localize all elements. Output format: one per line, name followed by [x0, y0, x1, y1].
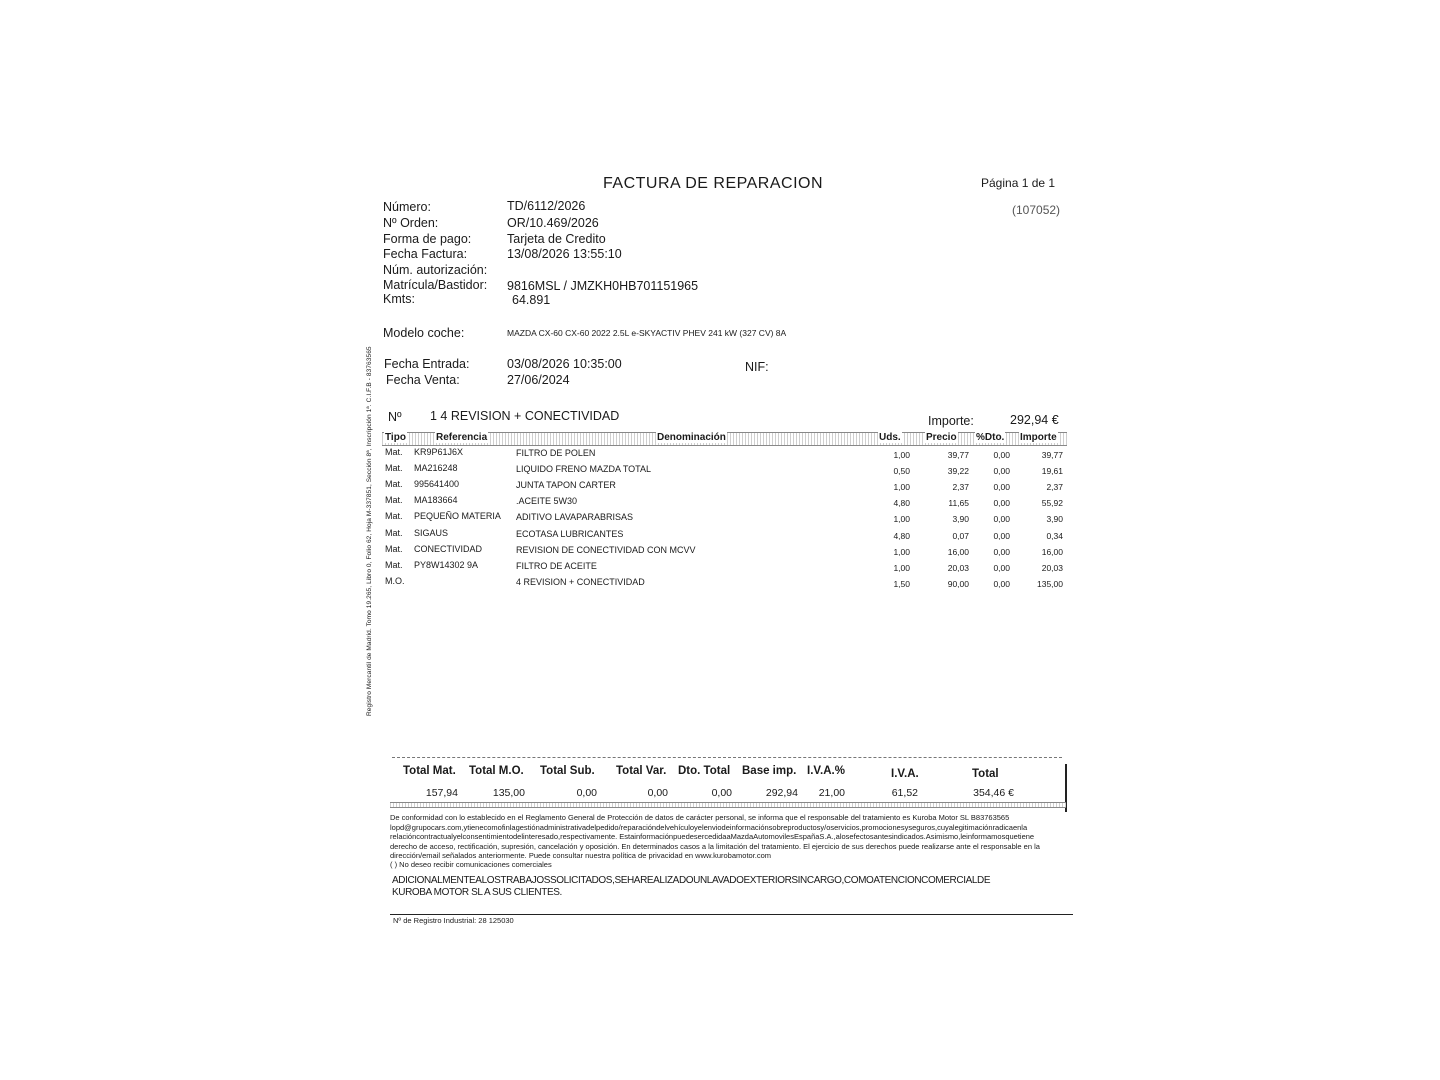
- table-cell-amount: 55,92: [1041, 498, 1063, 508]
- totals-value: 0,00: [576, 787, 597, 799]
- table-cell-type: Mat.: [385, 528, 403, 538]
- table-cell-price: 2,37: [952, 482, 969, 492]
- table-cell-description: LIQUIDO FRENO MAZDA TOTAL: [516, 464, 652, 474]
- industrial-registry: Nº de Registro Industrial: 28 125030: [393, 916, 514, 925]
- totals-value: 21,00: [818, 787, 845, 799]
- table-cell-description: 4 REVISION + CONECTIVIDAD: [516, 577, 645, 587]
- table-cell-reference: PEQUEÑO MATERIA: [414, 511, 501, 521]
- table-cell-discount: 0,00: [993, 579, 1010, 589]
- field-label: Número:: [383, 200, 431, 214]
- column-header: Denominación: [657, 432, 726, 443]
- table-cell-units: 4,80: [893, 531, 910, 541]
- table-cell-price: 39,22: [947, 466, 969, 476]
- table-cell-price: 11,65: [948, 498, 969, 508]
- legal-line: dirección/email señalados anteriormente. Puede consultar nuestra política de privacidad en www.kurobamotor.com: [390, 851, 772, 861]
- table-cell-type: Mat.: [385, 479, 403, 489]
- column-header: Referencia: [436, 432, 488, 443]
- totals-header: Total Mat.: [403, 765, 456, 777]
- table-cell-type: Mat.: [385, 447, 403, 457]
- totals-header: Total Sub.: [540, 765, 595, 777]
- reference-code: (107052): [1012, 203, 1061, 217]
- field-label: Forma de pago:: [383, 232, 472, 246]
- table-cell-amount: 39,77: [1041, 450, 1063, 460]
- field-label: Kmts:: [383, 292, 415, 306]
- table-cell-description: .ACEITE 5W30: [516, 496, 578, 506]
- legal-line: derecho de acceso, rectificación, supresión, cancelación y oposición. En determinados casos a la limitación del tratamiento. El ejercicio de sus derechos puede realizarse ante el responsable en la: [390, 841, 1040, 851]
- table-cell-units: 1,00: [893, 547, 910, 557]
- table-cell-units: 0,50: [893, 466, 910, 476]
- table-cell-units: 1,00: [893, 563, 910, 573]
- field-label: Núm. autorización:: [383, 263, 488, 277]
- table-cell-type: Mat.: [385, 544, 403, 554]
- table-cell-units: 1,50: [893, 579, 910, 589]
- table-cell-description: ECOTASA LUBRICANTES: [516, 529, 624, 539]
- table-cell-units: 1,00: [893, 514, 910, 524]
- table-cell-price: 3,90: [952, 514, 969, 524]
- table-cell-description: JUNTA TAPON CARTER: [516, 480, 616, 490]
- table-cell-reference: 995641400: [414, 479, 460, 489]
- table-cell-amount: 2,37: [1046, 482, 1063, 492]
- note-line: KUROBA MOTOR SL A SUS CLIENTES.: [392, 887, 562, 898]
- section-importe-label: Importe:: [928, 414, 974, 428]
- totals-header: I.V.A.: [891, 768, 919, 780]
- table-cell-amount: 135,00: [1037, 579, 1063, 589]
- field-value: Tarjeta de Credito: [507, 232, 606, 246]
- table-cell-discount: 0,00: [993, 450, 1010, 460]
- table-cell-discount: 0,00: [993, 498, 1010, 508]
- table-cell-type: M.O.: [385, 576, 405, 586]
- totals-header: I.V.A.%: [807, 765, 845, 777]
- table-cell-description: ADITIVO LAVAPARABRISAS: [516, 512, 634, 522]
- field-value: 9816MSL / JMZKH0HB701151965: [507, 279, 699, 293]
- column-header: Uds.: [879, 432, 901, 443]
- table-cell-reference: CONECTIVIDAD: [414, 544, 483, 554]
- table-cell-description: FILTRO DE ACEITE: [516, 561, 597, 571]
- table-cell-amount: 0,34: [1046, 531, 1063, 541]
- table-cell-amount: 3,90: [1046, 514, 1063, 524]
- table-cell-reference: PY8W14302 9A: [414, 560, 479, 570]
- field-value: TD/6112/2026: [507, 199, 586, 213]
- table-cell-reference: KR9P61J6X: [414, 447, 464, 457]
- nif-label: NIF:: [745, 360, 769, 374]
- totals-top-rule: [392, 757, 1062, 758]
- totals-value: 354,46 €: [973, 787, 1014, 799]
- totals-value: 135,00: [492, 787, 525, 799]
- table-cell-price: 39,77: [947, 450, 969, 460]
- field-value: 64.891: [512, 293, 551, 307]
- table-cell-units: 4,80: [893, 498, 910, 508]
- table-cell-amount: 16,00: [1041, 547, 1063, 557]
- legal-line: relacióncontractualyelconsentimientodelinteresado,respectivamente. EstainformaciónpuedesercedidaaMazdaAutomovilesEspañaS.A.,alosefectosantesindicados.Asimismo,leinformamosquetiene: [390, 832, 1035, 842]
- totals-header: Total M.O.: [469, 765, 524, 777]
- entry-date-label: Fecha Entrada:: [384, 357, 470, 371]
- table-cell-price: 0,07: [952, 531, 969, 541]
- table-cell-discount: 0,00: [993, 466, 1010, 476]
- sale-date-label: Fecha Venta:: [386, 373, 460, 387]
- table-cell-description: FILTRO DE POLEN: [516, 448, 596, 458]
- field-value: OR/10.469/2026: [507, 216, 599, 230]
- field-label: Matrícula/Bastidor:: [383, 278, 488, 292]
- field-label: Fecha Factura:: [383, 247, 468, 261]
- table-cell-discount: 0,00: [993, 482, 1010, 492]
- model-value: MAZDA CX-60 CX-60 2022 2.5L e-SKYACTIV PHEV 241 kW (327 CV) 8A: [507, 328, 787, 338]
- table-cell-price: 20,03: [947, 563, 969, 573]
- table-cell-amount: 20,03: [1041, 563, 1063, 573]
- table-cell-price: 16,00: [947, 547, 969, 557]
- totals-header: Total: [972, 768, 999, 780]
- table-cell-units: 1,00: [893, 482, 910, 492]
- table-cell-discount: 0,00: [993, 547, 1010, 557]
- table-cell-description: REVISION DE CONECTIVIDAD CON MCVV: [516, 545, 696, 555]
- section-importe-value: 292,94 €: [1010, 413, 1059, 427]
- table-cell-discount: 0,00: [993, 514, 1010, 524]
- table-cell-reference: SIGAUS: [414, 528, 449, 538]
- totals-header: Base imp.: [742, 765, 797, 777]
- model-label: Modelo coche:: [383, 326, 465, 340]
- page-number: Página 1 de 1: [981, 176, 1056, 190]
- totals-header: Dto. Total: [678, 765, 731, 777]
- totals-header: Total Var.: [616, 765, 667, 777]
- sale-date-value: 27/06/2024: [507, 373, 570, 387]
- footer-rule: [390, 914, 1073, 915]
- field-value: 13/08/2026 13:55:10: [507, 247, 622, 261]
- totals-bottom-bar: [390, 802, 1066, 808]
- table-cell-type: Mat.: [385, 495, 403, 505]
- field-label: Nº Orden:: [383, 216, 439, 230]
- table-cell-type: Mat.: [385, 560, 403, 570]
- column-header: Tipo: [385, 432, 406, 443]
- opt-out-checkbox[interactable]: ( ) No deseo recibir comunicaciones comerciales: [390, 860, 552, 869]
- table-cell-price: 90,00: [947, 579, 969, 589]
- column-header: Precio: [926, 432, 957, 443]
- table-cell-reference: MA216248: [414, 463, 458, 473]
- totals-value: 292,94: [765, 787, 798, 799]
- totals-value: 157,94: [425, 787, 458, 799]
- table-cell-amount: 19,61: [1041, 466, 1063, 476]
- column-header: %Dto.: [976, 432, 1005, 443]
- table-cell-type: Mat.: [385, 463, 403, 473]
- invoice-title: FACTURA DE REPARACION: [603, 175, 824, 192]
- legal-line: lopd@grupocars.com,ytienecomofinlagestiónadministrativadelpedido/reparacióndelvehículoyelenviodeinformaciónsobreproductosy/oservicios,promocionesyseguros,cuyalegitimaciónradicaenla: [390, 822, 1028, 832]
- table-cell-type: Mat.: [385, 511, 403, 521]
- totals-value: 61,52: [891, 787, 918, 799]
- table-cell-discount: 0,00: [993, 563, 1010, 573]
- totals-value: 0,00: [711, 787, 732, 799]
- legal-line: De conformidad con lo establecido en el Reglamento General de Protección de datos de carácter personal, se informa que el responsable del tratamiento es Kuroba Motor SL B83763565: [390, 813, 1010, 822]
- entry-date-value: 03/08/2026 10:35:00: [507, 357, 622, 371]
- table-cell-units: 1,00: [893, 450, 910, 460]
- line-number-label: Nº: [388, 410, 402, 424]
- section-description: 1 4 REVISION + CONECTIVIDAD: [430, 409, 620, 423]
- registry-side-text: Registro Mercantil de Madrid. Tomo 19.265, Libro 0, Folio 62, Hoja M-337851, Sección 8ª, Inscripción 1ª. C.I.F.B - 83763565: [366, 346, 373, 716]
- totals-value: 0,00: [647, 787, 668, 799]
- column-header: Importe: [1020, 432, 1057, 443]
- note-line: ADICIONALMENTEALOSTRABAJOSSOLICITADOS,SEHAREALIZADOUNLAVADOEXTERIORSINCARGO,COMOATENCIONCOMERCIALDE: [392, 875, 991, 886]
- table-cell-reference: MA183664: [414, 495, 458, 505]
- table-cell-discount: 0,00: [993, 531, 1010, 541]
